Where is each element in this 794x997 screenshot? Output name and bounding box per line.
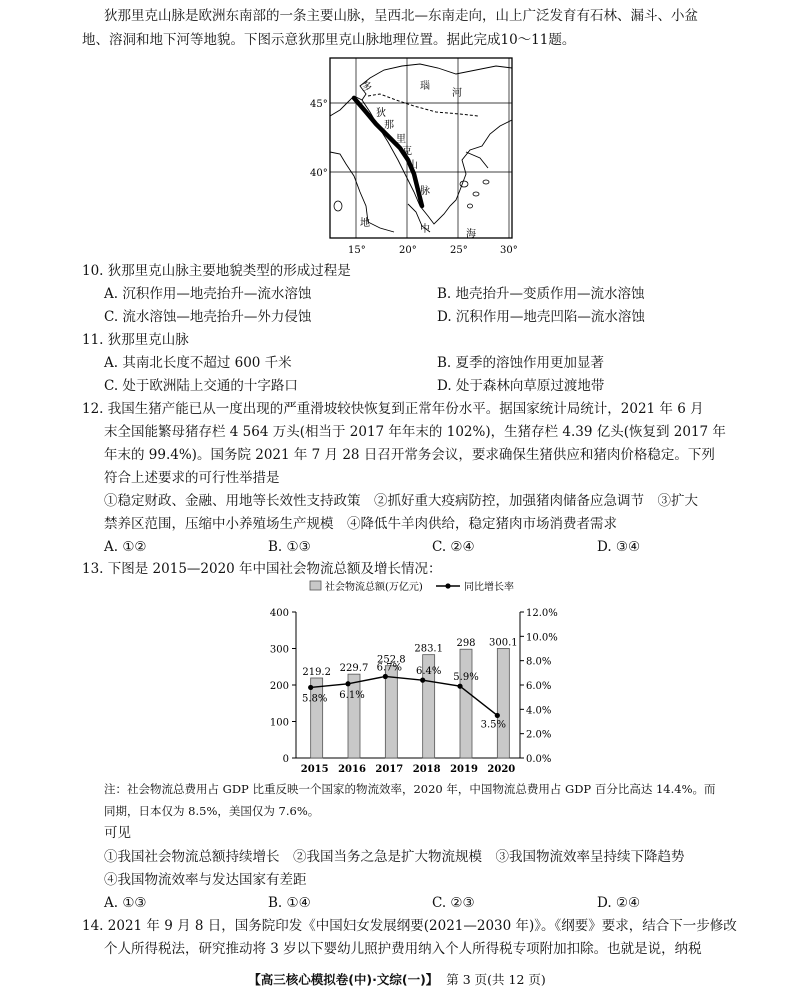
- y-tick-label-left: 400: [269, 608, 289, 619]
- bar: [385, 666, 397, 758]
- q12-line: 符合上述要求的可行性举措是: [104, 470, 280, 486]
- q14-line: 个人所得税法，研究推动将 3 岁以下婴幼儿照护费用纳入个人所得税专项附加扣除。也就是说，纳税: [104, 941, 702, 957]
- q12-line: 年末的 99.4%)。国务院 2021 年 7 月 28 日召开常务会议，要求确保生猪供应和猪肉价格稳定。下列: [104, 447, 715, 463]
- y-tick-label-left: 0: [282, 754, 289, 765]
- map-label: 多: [362, 82, 372, 93]
- q13-stem: 13. 下图是 2015—2020 年中国社会物流总额及增长情况：: [82, 561, 442, 577]
- q13-kejian: 可见: [104, 825, 131, 841]
- bar: [497, 648, 509, 758]
- page-footer: [0, 970, 794, 988]
- q12-option-c: C. ②④: [432, 539, 475, 555]
- y-tick-label-right: 0.0%: [526, 754, 552, 765]
- q13-option-d: D. ②④: [597, 895, 641, 911]
- map-label: 克: [402, 146, 412, 157]
- legend-line-label: 同比增长率: [464, 582, 514, 593]
- q13-statement: ①我国社会物流总额持续增长 ②我国当务之急是扩大物流规模 ③我国物流效率呈持续下降趋势: [104, 849, 685, 865]
- q13-statement: ④我国物流效率与发达国家有差距: [104, 872, 307, 888]
- map-lon-label: 20°: [399, 245, 417, 256]
- bar-label: 283.1: [414, 643, 443, 655]
- y-tick-label-right: 6.0%: [526, 681, 552, 692]
- map-lat-label: 45°: [310, 99, 328, 110]
- q11-option-a: A. 其南北长度不超过 600 千米: [104, 355, 292, 371]
- growth-point: [308, 685, 313, 690]
- y-tick-label-right: 2.0%: [526, 729, 552, 741]
- q13-option-a: A. ①③: [104, 895, 147, 911]
- q10-option-d: D. 沉积作用—地壳凹陷—流水溶蚀: [437, 309, 645, 325]
- x-tick-label: 2016: [338, 764, 366, 775]
- q13-option-c: C. ②③: [432, 895, 475, 911]
- q12-option-a: A. ①②: [104, 539, 147, 555]
- map-lon-label: 30°: [500, 245, 518, 256]
- q13-note: 同期，日本仅为 8.5%，美国仅为 7.6%。: [104, 804, 320, 818]
- growth-point: [495, 713, 500, 718]
- chart-legend: [310, 580, 514, 593]
- bar-label: 252.8: [377, 654, 406, 666]
- y-tick-label-left: 100: [269, 717, 289, 729]
- y-tick-label-right: 4.0%: [526, 705, 552, 717]
- x-tick-label: 2020: [487, 764, 516, 775]
- growth-label: 6.7%: [376, 662, 403, 674]
- q10-stem: 10. 狄那里克山脉主要地貌类型的形成过程是: [82, 263, 351, 279]
- footer-page: 第 3 页(共 12 页): [446, 972, 546, 987]
- q12-line: 12. 我国生猪产能已从一度出现的严重滑坡较快恢复到正常年份水平。据国家统计局统计，2021 年 6 月: [82, 401, 704, 417]
- q11-option-c: C. 处于欧洲陆上交通的十字路口: [104, 378, 298, 394]
- growth-label: 6.4%: [415, 666, 442, 678]
- q13-note: 注：社会物流总费用占 GDP 比重反映一个国家的物流效率，2020 年，中国物流总费用占 GDP 百分比高达 14.4%。而: [104, 782, 716, 796]
- growth-point: [457, 684, 462, 689]
- bar: [460, 649, 472, 758]
- map-figure: [310, 56, 525, 258]
- map-label: 狄: [376, 108, 386, 119]
- growth-label: 5.9%: [453, 672, 479, 684]
- map-label: 里: [396, 134, 406, 145]
- y-tick-label-right: 12.0%: [526, 608, 558, 619]
- footer-series: 【高三核心模拟卷(中)·文综(一)】: [248, 972, 439, 987]
- map-lon-label: 25°: [450, 245, 468, 256]
- x-tick-label: 2017: [375, 764, 404, 775]
- intro-line: 狄那里克山脉是欧洲东南部的一条主要山脉，呈西北—东南走向，山上广泛发育有石林、漏斗、小盆: [104, 8, 698, 24]
- growth-point: [420, 678, 425, 683]
- q12-option-d: D. ③④: [597, 539, 641, 555]
- logistics-chart: [240, 576, 580, 776]
- map-label: 脉: [420, 186, 430, 197]
- q10-option-b: B. 地壳抬升—变质作用—流水溶蚀: [437, 286, 645, 302]
- map-label: 地: [360, 218, 370, 229]
- bar-label: 219.2: [302, 666, 331, 678]
- bar: [348, 674, 360, 758]
- legend-bar-swatch: [310, 581, 321, 590]
- q10-option-a: A. 沉积作用—地壳抬升—流水溶蚀: [104, 286, 312, 302]
- bar-label: 300.1: [489, 637, 518, 649]
- growth-point: [383, 674, 388, 679]
- legend-bar-label: 社会物流总额(万亿元): [325, 582, 423, 593]
- map-label: 瑙: [420, 81, 430, 92]
- q10-option-c: C. 流水溶蚀—地壳抬升—外力侵蚀: [104, 309, 312, 325]
- q12-line: 禁养区范围，压缩中小养殖场生产规模 ④降低牛羊肉供给，稳定猪肉市场消费者需求: [104, 516, 617, 532]
- x-tick-label: 2015: [300, 764, 329, 775]
- bar: [311, 678, 323, 758]
- x-tick-label: 2019: [450, 764, 478, 775]
- bar-label: 229.7: [339, 663, 369, 675]
- q14-line: 14. 2021 年 9 月 8 日，国务院印发《中国妇女发展纲要(2021—2030 年)》。《纲要》要求，结合下一步修改: [82, 918, 737, 934]
- map-label: 山: [408, 160, 418, 171]
- map-label: 河: [452, 88, 462, 99]
- growth-label: 3.5%: [480, 719, 507, 731]
- map-label: 中: [420, 224, 430, 235]
- y-tick-label-left: 200: [269, 681, 289, 692]
- q11-stem: 11. 狄那里克山脉: [82, 332, 189, 348]
- map-lon-label: 15°: [348, 245, 366, 256]
- map-lat-label: 40°: [310, 168, 328, 179]
- growth-label: 5.8%: [301, 693, 328, 705]
- intro-line: 地、溶洞和地下河等地貌。下图示意狄那里克山脉地理位置。据此完成10～11题。: [82, 32, 576, 48]
- q13-option-b: B. ①④: [268, 895, 311, 911]
- q11-option-b: B. 夏季的溶蚀作用更加显著: [437, 355, 605, 371]
- y-tick-label-right: 8.0%: [526, 656, 552, 668]
- legend-line-marker: [445, 583, 450, 588]
- y-tick-label-left: 300: [269, 644, 289, 656]
- q12-option-b: B. ①③: [268, 539, 311, 555]
- q12-line: 末全国能繁母猪存栏 4 564 万头(相当于 2017 年年末的 102%)，生猪存栏 4.39 亿头(恢复到 2017 年: [104, 424, 726, 440]
- x-tick-label: 2018: [412, 764, 441, 775]
- bar-label: 298: [456, 638, 476, 650]
- map-label: 海: [466, 229, 476, 240]
- y-tick-label-right: 10.0%: [526, 632, 558, 644]
- growth-label: 6.1%: [339, 689, 365, 701]
- growth-point: [345, 681, 350, 686]
- map-label: 那: [384, 120, 394, 131]
- q12-line: ①稳定财政、金融、用地等长效性支持政策 ②抓好重大疫病防控，加强猪肉储备应急调节 ③扩大: [104, 493, 698, 509]
- q11-option-d: D. 处于森林向草原过渡地带: [437, 378, 605, 394]
